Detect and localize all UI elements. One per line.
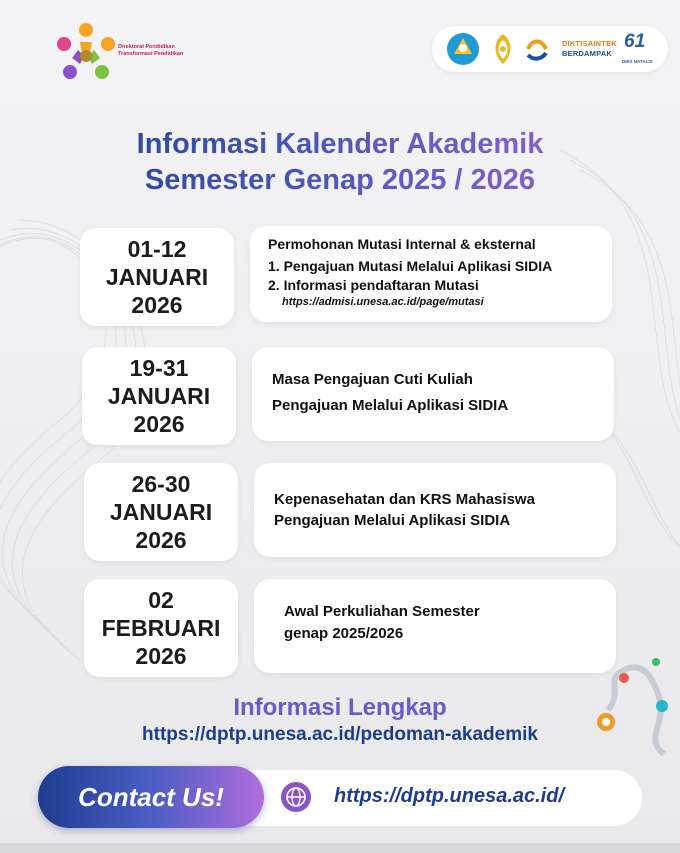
- info-lengkap-heading: Informasi Lengkap: [233, 694, 447, 721]
- info-line: Masa Pengajuan Cuti Kuliah: [272, 371, 473, 388]
- date-range: 02: [148, 587, 174, 613]
- date-box-2: [82, 347, 236, 445]
- mutasi-list: [268, 257, 552, 295]
- info-box-3: [254, 463, 616, 557]
- info-box-2: [252, 347, 614, 441]
- date-year: 2026: [135, 527, 187, 553]
- info-line: Pengajuan Melalui Aplikasi SIDIA: [272, 397, 509, 414]
- info-line: Pengajuan Melalui Aplikasi SIDIA: [274, 512, 511, 529]
- bottom-strip: [0, 843, 680, 853]
- tut-wuri-handayani-logo: [446, 32, 480, 66]
- info-line: genap 2025/2026: [284, 625, 404, 642]
- dirtp-logo-text: Direktorat Pendidikan Transformasi Pendidikan: [118, 44, 184, 57]
- date-range: 19-31: [129, 355, 189, 381]
- globe-icon: [280, 781, 312, 813]
- contact-us-button[interactable]: Contact Us!: [38, 766, 264, 828]
- date-box-4: [84, 579, 238, 677]
- info-line: Kepenasehatan dan KRS Mahasiswa: [274, 491, 535, 508]
- date-year: 2026: [133, 411, 185, 437]
- date-month: FEBRUARI: [101, 615, 221, 641]
- date-month: JANUARI: [109, 499, 213, 525]
- date-box-1: [80, 228, 234, 326]
- mutasi-list-item: 1. Pengajuan Mutasi Melalui Aplikasi SIDIA: [268, 258, 553, 274]
- dies-natalis-label: DIES NATALIS: [622, 59, 653, 64]
- date-box-3: [84, 463, 238, 561]
- date-year: 2026: [135, 643, 187, 669]
- mutasi-list-item: 2. Informasi pendaftaran Mutasi: [268, 277, 479, 293]
- date-range: 26-30: [131, 471, 191, 497]
- dies-natalis-number: 61: [624, 31, 646, 52]
- info-box-4: [254, 579, 616, 673]
- info-line: Awal Perkuliahan Semester: [284, 603, 480, 620]
- partner-logo-strip: [432, 26, 668, 72]
- date-range: 01-12: [127, 236, 187, 262]
- page-title-line2: Semester Genap 2025 / 2026: [0, 162, 680, 198]
- dikti-text-line2: BERDAMPAK: [562, 49, 612, 58]
- dikti-text-line1: DIKTISAINTEK: [562, 39, 617, 48]
- page-title-line1: Informasi Kalender Akademik: [0, 126, 680, 162]
- info-box-1: [250, 226, 612, 322]
- mutasi-heading: Permohonan Mutasi Internal & eksternal: [268, 236, 536, 252]
- date-month: JANUARI: [107, 383, 211, 409]
- date-year: 2026: [131, 292, 183, 318]
- unesa-logo: [488, 31, 518, 67]
- diktisaintek-mark-icon: [526, 35, 548, 61]
- pedoman-akademik-link[interactable]: https://dptp.unesa.ac.id/pedoman-akademik: [142, 724, 538, 745]
- mutasi-link[interactable]: https://admisi.unesa.ac.id/page/mutasi: [282, 296, 484, 308]
- date-month: JANUARI: [105, 264, 209, 290]
- website-link[interactable]: https://dptp.unesa.ac.id/: [334, 785, 565, 807]
